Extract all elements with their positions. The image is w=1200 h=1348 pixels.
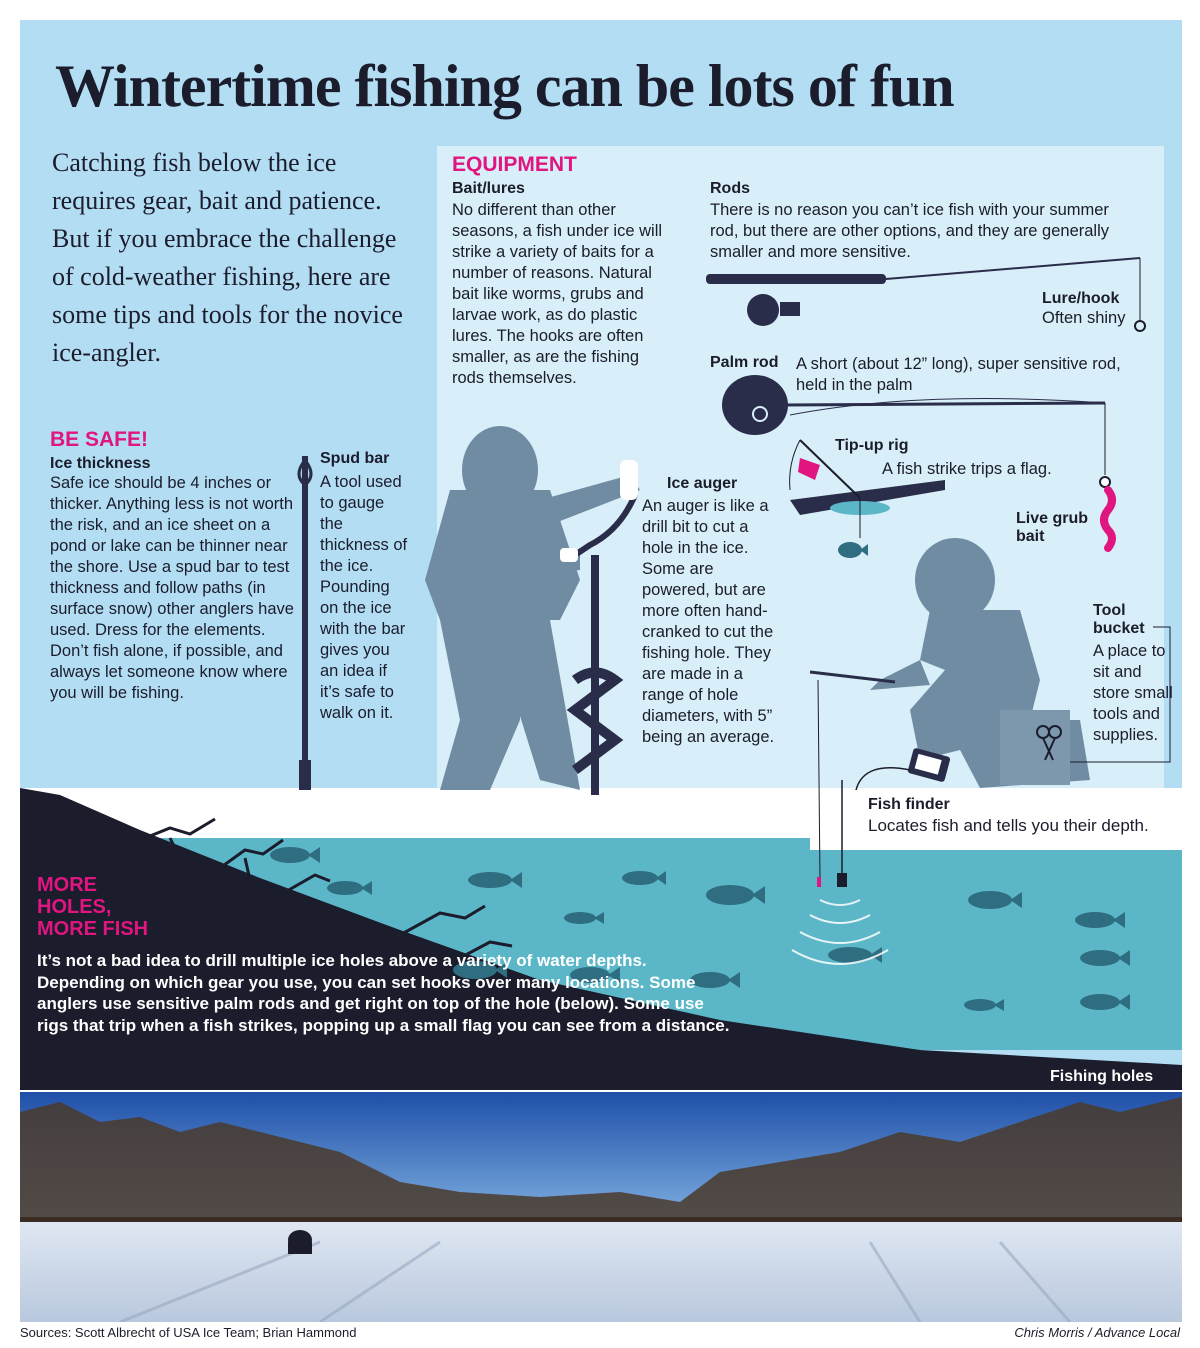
man-kneeling-silhouette: [870, 538, 1090, 788]
ice-auger-text: An auger is like a drill bit to cut a hole in the ice. Some are powered, but are more often hand-cranked to cut the fishing hole. They are made in a range of hole diameters, with 5” being an average.: [642, 497, 775, 746]
be-safe-heading: BE SAFE!: [50, 428, 149, 451]
live-grub-label: Live grub bait: [1016, 510, 1089, 545]
tool-bucket-label: Tool bucket: [1093, 602, 1145, 637]
bait-label: Bait/lures: [452, 180, 525, 197]
credit: Chris Morris / Advance Local: [1014, 1325, 1180, 1340]
equipment-heading: EQUIPMENT: [452, 153, 577, 176]
ice-auger-label: Ice auger: [667, 475, 738, 492]
more-holes-heading: MORE HOLES, MORE FISH: [37, 874, 149, 940]
fish-finder-label: Fish finder: [868, 796, 950, 813]
lure-text: Often shiny: [1042, 309, 1126, 327]
intro-text: Catching fish below the ice requires gear, bait and patience. But if you embrace the challenge of cold-weather fishing, here are some tips and tools for the novice ice-angler.: [52, 148, 403, 367]
transducer: [837, 873, 847, 887]
fish-finder-device: [855, 748, 951, 795]
fishing-holes-label: Fishing holes: [1050, 1068, 1154, 1085]
ice-thickness-label: Ice thickness: [50, 455, 151, 472]
more-holes-text: It’s not a bad idea to drill multiple ice holes above a variety of water depths. Depending on which gear you use, you can set hooks over many locations. Some anglers use sensitive palm rods and get right on top of the hole (below). Some use rigs that trip when a fish strikes, popping up a small flag you can see from a distance.: [37, 951, 730, 1035]
rods-text: There is no reason you can’t ice fish with your summer rod, but there are other options, and they are generally smaller and more sensitive.: [710, 201, 1110, 261]
spud-bar-label: Spud bar: [320, 450, 390, 467]
fish-finder-text: Locates fish and tells you their depth.: [868, 816, 1149, 835]
tip-up-rig-drawing: [790, 440, 945, 558]
page-title: Wintertime fishing can be lots of fun: [55, 53, 954, 119]
tip-up-text: A fish strike trips a flag.: [882, 460, 1052, 478]
frozen-lake-photo: [20, 1092, 1182, 1322]
palm-rod-text: A short (about 12” long), super sensitive rod, held in the palm: [796, 355, 1121, 394]
lure-label: Lure/hook: [1042, 290, 1120, 307]
ice-thickness-text: Safe ice should be 4 inches or thicker. Anything less is not worth the risk, and an ice sheet on a pond or lake can be thinner near the shore. Use a spud bar to test thickness and follow paths (in surface snow) other anglers have used. Dress for the elements. Don’t fish alone, if possible, and always let someone know where you will be fishing.: [50, 474, 294, 702]
spud-bar-drawing: [299, 456, 311, 790]
sources: Sources: Scott Albrecht of USA Ice Team; Brian Hammond: [20, 1325, 357, 1340]
bait-text: No different than other seasons, a fish under ice will strike a variety of baits for a number of reasons. Natural bait like worms, grubs and larvae work, as do plastic lures. The hooks are often smaller, as are the fishing rods themselves.: [452, 201, 663, 387]
tip-up-label: Tip-up rig: [835, 437, 909, 454]
tool-bucket-text: A place to sit and store small tools and supplies.: [1093, 642, 1173, 744]
palm-rod-label: Palm rod: [710, 354, 779, 371]
rods-label: Rods: [710, 180, 750, 197]
spud-bar-text: A tool used to gauge the thickness of the ice. Pounding on the ice with the bar gives you an idea if it’s safe to walk on it.: [320, 473, 408, 722]
